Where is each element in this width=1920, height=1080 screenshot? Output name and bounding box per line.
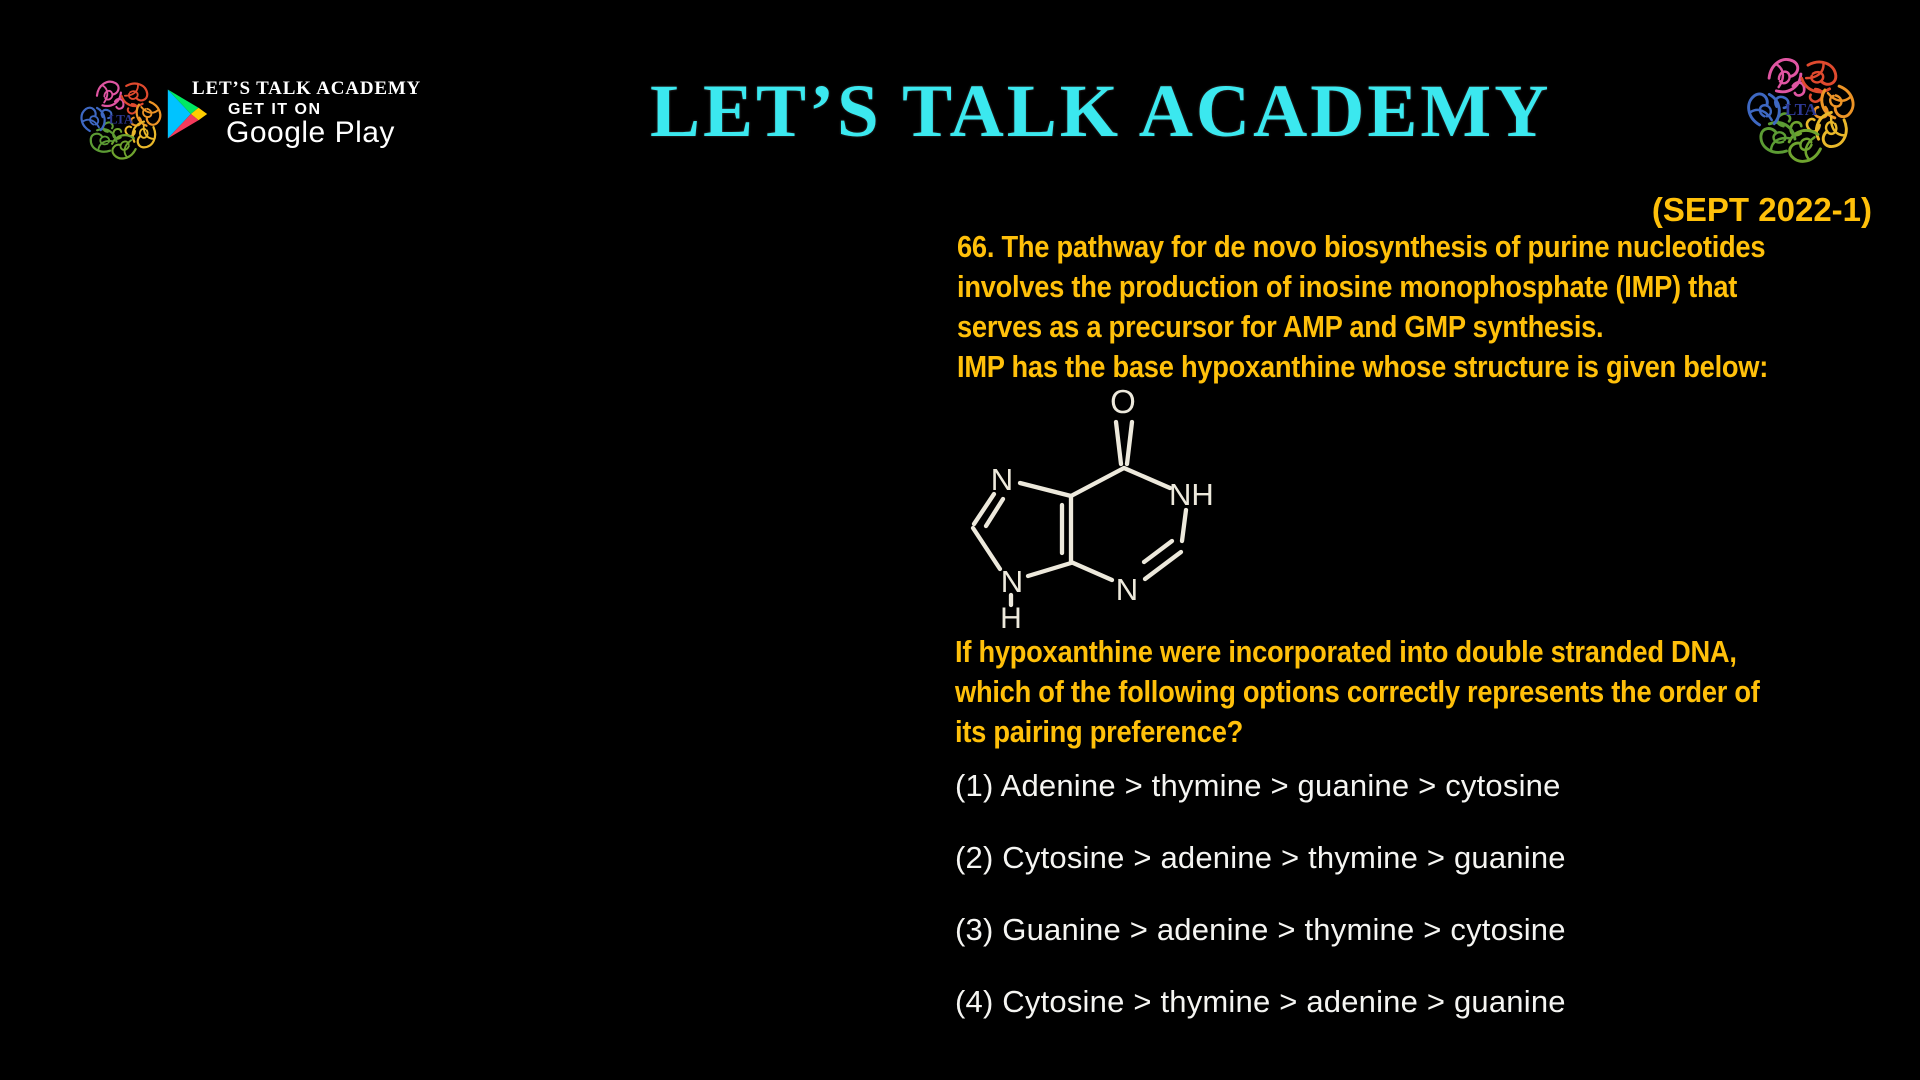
logo-initials: LTA — [1784, 100, 1818, 120]
lta-logo-icon — [1740, 48, 1862, 170]
atom-label-n3: N — [1115, 572, 1139, 607]
hypoxanthine-structure-diagram — [950, 380, 1270, 640]
badge-store-name: Google Play — [226, 116, 395, 149]
question-line: IMP has the base hypoxanthine whose structure is given below: — [957, 349, 1769, 384]
option-1: (1) Adenine > thymine > guanine > cytosine — [955, 768, 1561, 803]
option-2: (2) Cytosine > adenine > thymine > guanine — [955, 840, 1566, 875]
badge-academy-name: LET’S TALK ACADEMY — [192, 78, 422, 99]
atom-label-n9: N — [1000, 564, 1024, 599]
question-followup-block — [955, 632, 1760, 752]
question-line: serves as a precursor for AMP and GMP synthesis. — [957, 309, 1604, 344]
atom-label-n1h: NH — [1169, 477, 1214, 512]
badge-get-it-on-label: GET IT ON — [228, 101, 322, 118]
answer-options-list — [955, 766, 1566, 1054]
option-3: (3) Guanine > adenine > thymine > cytosine — [955, 912, 1566, 947]
atom-label-h9: H — [1000, 602, 1022, 635]
atom-label-n7: N — [990, 462, 1014, 497]
logo-initials: LTA — [108, 112, 134, 127]
brand-left-cluster — [75, 70, 422, 165]
question-line: its pairing preference? — [955, 714, 1244, 749]
molecule-atom-labels — [991, 383, 1214, 635]
question-line: If hypoxanthine were incorporated into double stranded DNA, — [955, 634, 1737, 669]
question-line: involves the production of inosine monophosphate (IMP) that — [957, 269, 1738, 304]
question-line: 66. The pathway for de novo biosynthesis of purine nucleotides — [957, 229, 1766, 264]
atom-label-oxygen: O — [1110, 383, 1136, 420]
exam-session-tag: (SEPT 2022-1) — [1651, 191, 1872, 228]
question-line: which of the following options correctly represents the order of — [955, 674, 1760, 709]
question-text-block — [957, 227, 1768, 387]
lta-logo-icon — [75, 73, 167, 165]
page-title: LET’S TALK ACADEMY — [650, 70, 1552, 153]
option-4: (4) Cytosine > thymine > adenine > guanine — [955, 984, 1566, 1019]
